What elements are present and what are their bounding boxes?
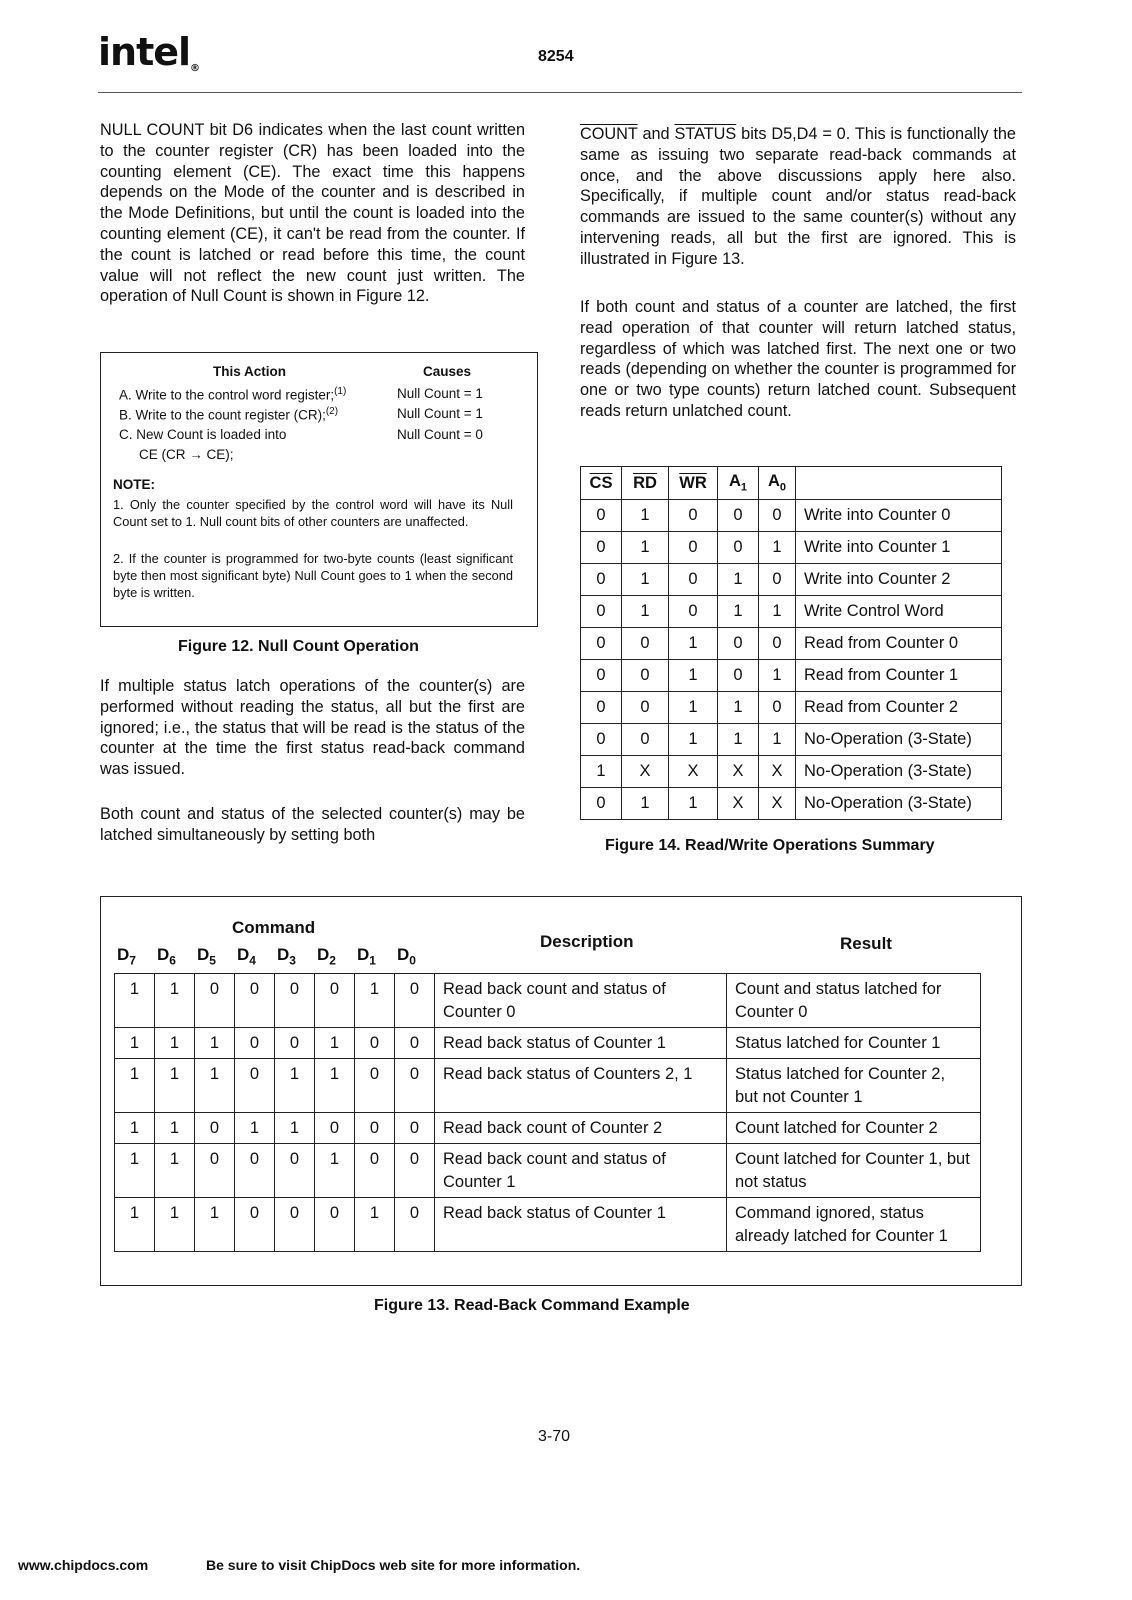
table-cell: 1 [355, 974, 395, 1028]
cause-row-c: Null Count = 0 [397, 427, 483, 442]
table-cell: 1 [115, 1113, 155, 1144]
action-row-c-cont: CE (CR → CE); [139, 447, 234, 462]
table-cell: 1 [115, 1028, 155, 1059]
table-cell: 1 [718, 564, 759, 596]
function-header [796, 467, 1002, 500]
wr-header: $\overline{WR}$ [669, 467, 718, 500]
this-action-header: This Action [213, 364, 286, 379]
a1-header: $A_1$ [718, 467, 759, 500]
table-cell: 0 [581, 692, 622, 724]
table-cell: 1 [315, 1059, 355, 1113]
table-cell: No-Operation (3-State) [796, 724, 1002, 756]
table-cell: 1 [718, 724, 759, 756]
table-cell: 0 [395, 1198, 435, 1252]
table-cell: 0 [235, 1059, 275, 1113]
table-cell: 0 [622, 660, 669, 692]
table-cell: 1 [275, 1113, 315, 1144]
table-cell: Command ignored, status already latched for Counter 1 [727, 1198, 981, 1252]
table-cell: X [759, 756, 796, 788]
count-status-paragraph: Both count and status of the selected counter(s) may be latched simultaneously by setting both [100, 805, 525, 844]
table-row [115, 1028, 981, 1059]
table-cell: Read from Counter 1 [796, 660, 1002, 692]
bit-label-d4: $D_4$ [237, 945, 256, 968]
table-cell: X [622, 756, 669, 788]
read-back-table [114, 973, 981, 1252]
table-cell: 1 [622, 788, 669, 820]
bit-labels [117, 945, 437, 967]
table-cell: 0 [355, 1144, 395, 1198]
footer-message: Be sure to visit ChipDocs web site for more information. [206, 1557, 581, 1573]
cs-header: $\overline{CS}$ [581, 467, 622, 500]
table-cell: Write into Counter 2 [796, 564, 1002, 596]
table-cell: 1 [669, 788, 718, 820]
table-cell: 1 [622, 532, 669, 564]
status-latch-paragraph: If multiple status latch operations of the counter(s) are performed without reading the status, all but the first are ignored; i.e., the status that will be read is the status of the counter at the time the first status read-back command was issued. [100, 677, 525, 779]
table-cell: 0 [355, 1113, 395, 1144]
table-cell: Read back count and status of Counter 1 [435, 1144, 727, 1198]
table-cell: 0 [581, 660, 622, 692]
table-cell: 0 [315, 974, 355, 1028]
bit-label-d1: $D_1$ [357, 945, 376, 968]
table-row [581, 692, 1002, 724]
table-cell: 0 [622, 724, 669, 756]
figure-13-caption: Figure 13. Read-Back Command Example [374, 1297, 690, 1314]
table-cell: 0 [718, 500, 759, 532]
read-write-table [580, 466, 1002, 820]
table-cell: No-Operation (3-State) [796, 756, 1002, 788]
footer-site-link[interactable]: www.chipdocs.com [18, 1557, 149, 1573]
table-header-row [581, 467, 1002, 500]
note-1: 1. Only the counter specified by the control word will have its Null Count set to 1. Null count bits of other counters are unaffected. [113, 497, 513, 529]
table-cell: 0 [355, 1028, 395, 1059]
bit-label-d3: $D_3$ [277, 945, 296, 968]
table-cell: 0 [718, 660, 759, 692]
bit-label-d2: $D_2$ [317, 945, 336, 968]
table-cell: 0 [622, 628, 669, 660]
table-cell: 0 [759, 564, 796, 596]
table-row [115, 974, 981, 1028]
table-cell: 0 [669, 500, 718, 532]
table-cell: 1 [669, 628, 718, 660]
table-cell: 0 [581, 500, 622, 532]
note-2: 2. If the counter is programmed for two-byte counts (least significant byte then most significant byte) Null Count goes to 1 when the second byte is written. [113, 551, 513, 600]
figure-12-box [100, 352, 538, 627]
table-cell: 1 [155, 1198, 195, 1252]
table-row [581, 500, 1002, 532]
table-cell: 0 [395, 1028, 435, 1059]
table-cell: 0 [669, 564, 718, 596]
table-cell: 0 [315, 1113, 355, 1144]
table-cell: 1 [115, 1198, 155, 1252]
table-cell: Write into Counter 1 [796, 532, 1002, 564]
table-cell: Read back status of Counter 1 [435, 1198, 727, 1252]
table-cell: 0 [275, 1144, 315, 1198]
table-cell: 1 [115, 1144, 155, 1198]
table-cell: Read back count of Counter 2 [435, 1113, 727, 1144]
note-title: NOTE: [113, 477, 155, 492]
table-cell: 1 [669, 724, 718, 756]
table-row [581, 564, 1002, 596]
table-cell: Read back status of Counter 1 [435, 1028, 727, 1059]
table-cell: Count and status latched for Counter 0 [727, 974, 981, 1028]
table-cell: 1 [355, 1198, 395, 1252]
table-cell: 0 [581, 628, 622, 660]
latched-read-paragraph: If both count and status of a counter are latched, the first read operation of that counter will return latched status, regardless of which was latched first. The next one or two reads (depending on whether the counter is programmed for one or two type counts) return latched count. Subsequent reads return unlatched count. [580, 298, 1016, 420]
table-cell: Read from Counter 0 [796, 628, 1002, 660]
table-cell: 1 [115, 1059, 155, 1113]
table-cell: 1 [669, 660, 718, 692]
table-row [581, 788, 1002, 820]
bit-label-d6: $D_6$ [157, 945, 176, 968]
figure-12-caption: Figure 12. Null Count Operation [178, 638, 419, 655]
page-number: 3-70 [538, 1428, 571, 1445]
table-cell: 1 [669, 692, 718, 724]
table-cell: 0 [581, 564, 622, 596]
table-cell: 0 [195, 974, 235, 1028]
table-cell: 1 [195, 1059, 235, 1113]
table-cell: 0 [235, 1198, 275, 1252]
table-cell: 0 [395, 974, 435, 1028]
result-header: Result [840, 934, 892, 953]
table-cell: 1 [115, 974, 155, 1028]
table-cell: 0 [195, 1144, 235, 1198]
table-cell: 1 [718, 596, 759, 628]
bit-label-d5: $D_5$ [197, 945, 216, 968]
table-cell: Write Control Word [796, 596, 1002, 628]
table-cell: 0 [195, 1113, 235, 1144]
a0-header: $A_0$ [759, 467, 796, 500]
table-cell: Read back status of Counters 2, 1 [435, 1059, 727, 1113]
table-row [115, 1144, 981, 1198]
table-cell: 0 [235, 1144, 275, 1198]
table-cell: 0 [581, 532, 622, 564]
table-cell: 0 [581, 724, 622, 756]
table-cell: X [718, 756, 759, 788]
action-row-a: A. Write to the control word register;$^{(1)}$ [119, 386, 347, 403]
table-cell: 1 [759, 532, 796, 564]
causes-header: Causes [423, 364, 472, 379]
table-cell: 1 [622, 596, 669, 628]
table-cell: 1 [759, 596, 796, 628]
table-cell: 0 [718, 532, 759, 564]
table-cell: 0 [355, 1059, 395, 1113]
table-row [115, 1113, 981, 1144]
table-cell: 1 [155, 974, 195, 1028]
table-row [115, 1198, 981, 1252]
table-cell: 1 [195, 1028, 235, 1059]
table-cell: 0 [759, 628, 796, 660]
table-row [581, 756, 1002, 788]
table-cell: 1 [622, 564, 669, 596]
table-cell: 0 [622, 692, 669, 724]
table-cell: 0 [581, 788, 622, 820]
table-cell: 1 [195, 1198, 235, 1252]
table-cell: 1 [759, 660, 796, 692]
table-cell: Count latched for Counter 2 [727, 1113, 981, 1144]
table-cell: 1 [155, 1144, 195, 1198]
table-cell: 0 [395, 1059, 435, 1113]
null-count-paragraph: NULL COUNT bit D6 indicates when the last count written to the counter register (CR) has been loaded into the counting element (CE). The exact time this happens depends on the Mode of the counter and is described in the Mode Definitions, but until the count is loaded into the counting element (CE), it can't be read from the counter. If the count is latched or read before this time, the count value will not reflect the new count just written. The operation of Null Count is shown in Figure 12. [100, 121, 525, 306]
table-cell: 0 [235, 974, 275, 1028]
table-cell: Status latched for Counter 1 [727, 1028, 981, 1059]
table-cell: 0 [718, 628, 759, 660]
table-cell: X [759, 788, 796, 820]
table-cell: 1 [718, 692, 759, 724]
table-row [581, 596, 1002, 628]
action-row-c: C. New Count is loaded into [119, 427, 287, 442]
table-cell: 0 [669, 596, 718, 628]
table-cell: 0 [275, 974, 315, 1028]
table-cell: 0 [759, 692, 796, 724]
table-cell: 1 [581, 756, 622, 788]
table-cell: 0 [395, 1144, 435, 1198]
table-cell: 1 [315, 1028, 355, 1059]
table-cell: 0 [669, 532, 718, 564]
table-cell: X [718, 788, 759, 820]
table-cell: Status latched for Counter 2, but not Counter 1 [727, 1059, 981, 1113]
table-cell: 1 [155, 1113, 195, 1144]
table-row [115, 1059, 981, 1113]
header-rule [98, 92, 1022, 93]
table-cell: 1 [315, 1144, 355, 1198]
table-cell: 0 [395, 1113, 435, 1144]
table-cell: 0 [275, 1028, 315, 1059]
table-row [581, 532, 1002, 564]
table-row [581, 628, 1002, 660]
table-cell: 0 [315, 1198, 355, 1252]
count-status-bits-paragraph: COUNT and STATUS bits D5,D4 = 0. This is functionally the same as issuing two separate read-back commands at once, and the above discussions apply here also. Specifically, if multiple count and/or status read-back commands are issued to the same counter(s) without any intervening reads, all but the first are ignored. This is illustrated in Figure 13. [580, 125, 1016, 268]
table-cell: 1 [155, 1028, 195, 1059]
intel-logo: intel® [98, 30, 200, 74]
command-header: Command [232, 918, 316, 937]
figure-14-caption: Figure 14. Read/Write Operations Summary [605, 837, 935, 854]
cause-row-b: Null Count = 1 [397, 406, 483, 421]
description-header: Description [540, 932, 634, 951]
doc-number: 8254 [538, 48, 574, 65]
rd-header: $\overline{RD}$ [622, 467, 669, 500]
table-cell: No-Operation (3-State) [796, 788, 1002, 820]
table-cell: Write into Counter 0 [796, 500, 1002, 532]
action-row-b: B. Write to the count register (CR);$^{(2)}$ [119, 406, 339, 423]
table-cell: 1 [622, 500, 669, 532]
table-cell: 1 [275, 1059, 315, 1113]
table-cell: 1 [759, 724, 796, 756]
table-cell: Read back count and status of Counter 0 [435, 974, 727, 1028]
table-row [581, 724, 1002, 756]
table-cell: 1 [235, 1113, 275, 1144]
table-cell: 0 [235, 1028, 275, 1059]
bit-label-d7: $D_7$ [117, 945, 136, 968]
bit-label-d0: $D_0$ [397, 945, 416, 968]
table-row [581, 660, 1002, 692]
table-cell: Read from Counter 2 [796, 692, 1002, 724]
table-cell: 0 [759, 500, 796, 532]
table-cell: 1 [155, 1059, 195, 1113]
table-cell: Count latched for Counter 1, but not status [727, 1144, 981, 1198]
table-cell: 0 [275, 1198, 315, 1252]
cause-row-a: Null Count = 1 [397, 386, 483, 401]
table-cell: X [669, 756, 718, 788]
table-cell: 0 [581, 596, 622, 628]
